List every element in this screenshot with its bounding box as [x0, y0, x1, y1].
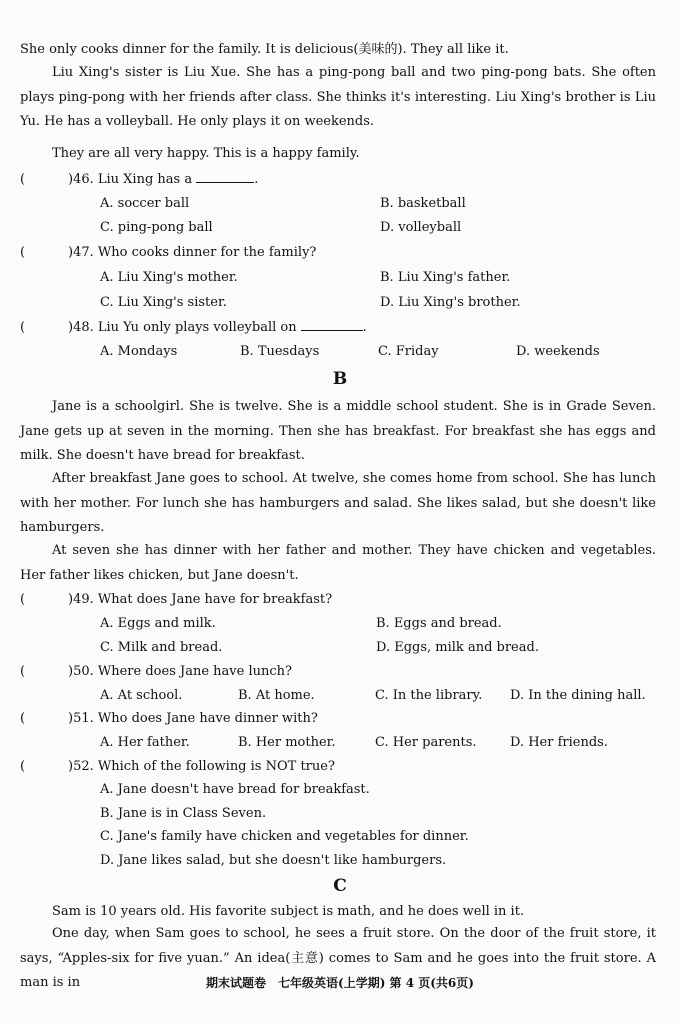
option-49-b: B. Eggs and bread. [376, 616, 502, 631]
passage-b-paragraph-2: After breakfast Jane goes to school. At twelve, she comes home from school. She has lunch with her mother. For lunch she has hamburgers and salad. She likes salad, but she doesn't like hamburgers. [20, 471, 656, 535]
option-52-a: A. Jane doesn't have bread for breakfast. [100, 782, 370, 797]
option-48-a: A. Mondays [100, 344, 178, 359]
passage-a-line-3: They are all very happy. This is a happy family. [52, 146, 360, 161]
question-52: ( )52. Which of the following is NOT true? [20, 759, 335, 774]
question-50: ( )50. Where does Jane have lunch? [20, 664, 292, 679]
option-51-a: A. Her father. [100, 735, 190, 750]
passage-b-paragraph-3: At seven she has dinner with her father and mother. They have chicken and vegetables. Her father likes chicken, but Jane doesn't. [20, 543, 656, 583]
option-47-c: C. Liu Xing's sister. [100, 295, 227, 310]
question-46: ( )46. Liu Xing has a . [20, 172, 259, 187]
option-47-a: A. Liu Xing's mother. [100, 270, 238, 285]
option-46-a: A. soccer ball [100, 196, 190, 211]
option-49-c: C. Milk and bread. [100, 640, 223, 655]
passage-a-paragraph-2: Liu Xing's sister is Liu Xue. She has a ping-pong ball and two ping-pong bats. She often plays ping-pong with her friends after class. She thinks it's interesting. Liu Xing's brother is Liu Yu. He has a volleyball. He only plays it on weekends. [20, 65, 656, 129]
option-46-b: B. basketball [380, 196, 466, 211]
option-52-b: B. Jane is in Class Seven. [100, 806, 267, 821]
option-47-d: D. Liu Xing's brother. [380, 295, 521, 310]
option-52-c: C. Jane's family have chicken and vegetables for dinner. [100, 829, 469, 844]
answer-blank [196, 170, 254, 183]
option-51-b: B. Her mother. [238, 735, 336, 750]
option-51-d: D. Her friends. [510, 735, 608, 750]
passage-a-line-1: She only cooks dinner for the family. It is delicious(美味的). They all like it. [20, 42, 509, 57]
passage-c-paragraph-2: One day, when Sam goes to school, he sees a fruit store. On the door of the fruit store, it says, “Apples-six for five yuan.” An idea(主意) comes to Sam and he goes into the fruit store. A man is in [20, 926, 656, 990]
option-52-d: D. Jane likes salad, but she doesn't like hamburgers. [100, 853, 447, 868]
option-46-d: D. volleyball [380, 220, 462, 235]
option-48-c: C. Friday [378, 344, 439, 359]
option-47-b: B. Liu Xing's father. [380, 270, 511, 285]
option-48-d: D. weekends [516, 344, 600, 359]
passage-c-line-1: Sam is 10 years old. His favorite subject is math, and he does well in it. [52, 904, 525, 919]
passage-b-paragraph-1: Jane is a schoolgirl. She is twelve. She is a middle school student. She is in Grade Seven. Jane gets up at seven in the morning. Then she has breakfast. For breakfast she has eggs and milk. She doesn't have bread for breakfast. [20, 399, 656, 463]
answer-blank [301, 318, 363, 331]
option-49-a: A. Eggs and milk. [100, 616, 216, 631]
question-49: ( )49. What does Jane have for breakfast? [20, 592, 333, 607]
page-footer: 期末试题卷 七年级英语(上学期) 第 4 页(共6页) [206, 976, 474, 990]
question-51: ( )51. Who does Jane have dinner with? [20, 711, 318, 726]
option-50-a: A. At school. [100, 688, 183, 703]
option-50-d: D. In the dining hall. [510, 688, 646, 703]
option-50-c: C. In the library. [375, 688, 483, 703]
question-47: ( )47. Who cooks dinner for the family? [20, 245, 317, 260]
option-49-d: D. Eggs, milk and bread. [376, 640, 539, 655]
question-48: ( )48. Liu Yu only plays volleyball on . [20, 320, 367, 335]
section-b-heading: B [332, 369, 348, 389]
option-48-b: B. Tuesdays [240, 344, 320, 359]
option-50-b: B. At home. [238, 688, 315, 703]
option-51-c: C. Her parents. [375, 735, 477, 750]
section-c-heading: C [333, 876, 347, 896]
option-46-c: C. ping-pong ball [100, 220, 213, 235]
